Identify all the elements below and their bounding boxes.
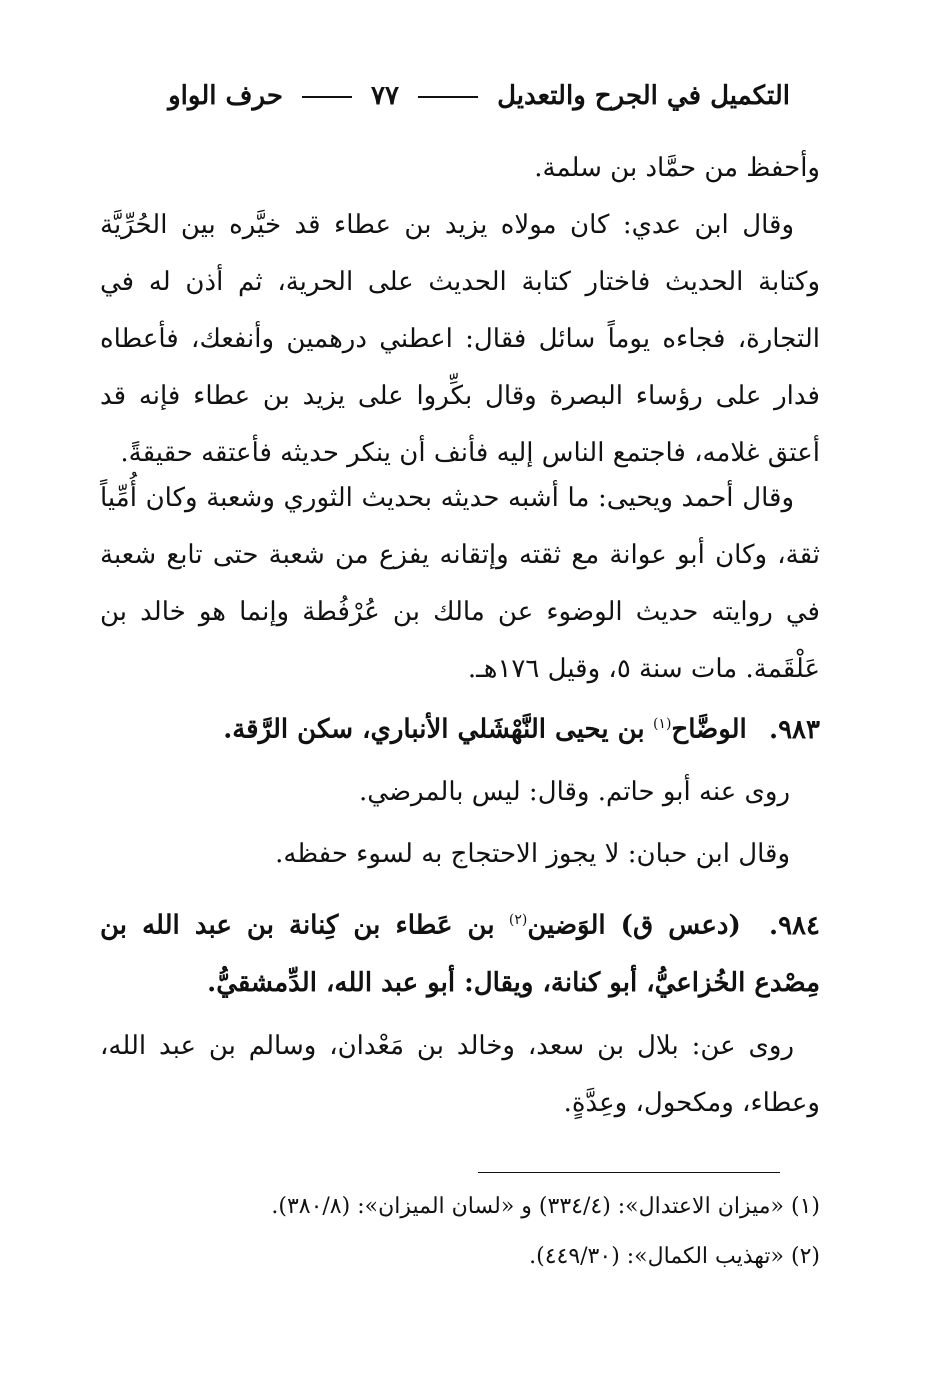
header-dash [302,96,352,98]
page-number: ٧٧ [371,81,399,111]
entry-984 [100,892,820,1012]
entry-line: روى عنه أبو حاتم. وقال: ليس بالمرضي. [359,777,790,807]
footnote: (١) «ميزان الاعتدال»: (٣٣٤/٤) و «لسان الميزان»: (٣٨٠/٨). [271,1194,820,1219]
entry-text: روى عن: بلال بن سعد، وخالد بن مَعْدان، وسالم بن عبد الله، وعطاء، ومكحول، وعِدَّةٍ. [100,1031,820,1118]
entry-heading-rest: بن عَطاء بن كِنانة بن عبد الله بن مِصْدع الخُزاعيُّ، أبو كنانة، ويقال: أبو عبد الله، الدِّمشقيُّ. [100,910,820,998]
entry-heading: (دعس ق) الوَضين [527,910,741,941]
entry-number: ٩٨٣. [769,714,820,745]
paragraph: وقال أحمد ويحيى: ما أشبه حديثه بحديث الثوري وشعبة وكان أُمِّياً ثقة، وكان أبو عوانة مع ثقته وإتقانه يفزع من شعبة حتى تابع شعبة في روايته حديث الوضوء عن مالك بن عُرْفُطة وإنما هو خالد بن عَلْقَمة. مات سنة ٥، وقيل ١٧٦هـ. [100,483,820,684]
book-title: التكميل في الجرح والتعديل [497,81,790,111]
section-title: حرف الواو [168,81,283,111]
running-header [144,76,790,116]
entry-983 [100,696,820,759]
header-dash [418,96,478,98]
footnote-separator [478,1172,780,1173]
entry-heading: الوضَّاح [671,714,747,745]
paragraph: وقال ابن عدي: كان مولاه يزيد بن عطاء قد خيَّره بين الحُرِّيَّة وكتابة الحديث فاختار كتابة الحديث على الحرية، ثم أذن له في التجارة، فجاءه يوماً سائل فقال: اعطني درهمين وأنفعك، فأعطاه فدار على رؤساء البصرة وقال بكِّروا على يزيد بن عطاء فإنه قد أعتق غلامه، فاجتمع الناس إليه فأنف أن ينكر حديثه فأعتقه حقيقةً. [100,210,820,468]
entry-number: ٩٨٤. [769,910,820,941]
footnote: (٢) «تهذيب الكمال»: (٤٤٩/٣٠). [529,1244,820,1269]
paragraph: وأحفظ من حمَّاد بن سلمة. [534,153,820,183]
footnote-ref: (٢) [508,912,528,928]
entry-heading-rest: بن يحيى النَّهْشَلي الأنباري، سكن الرَّقة. [223,714,645,745]
entry-line: وقال ابن حبان: لا يجوز الاحتجاج به لسوء حفظه. [275,839,790,869]
footnote-ref: (١) [652,716,672,732]
